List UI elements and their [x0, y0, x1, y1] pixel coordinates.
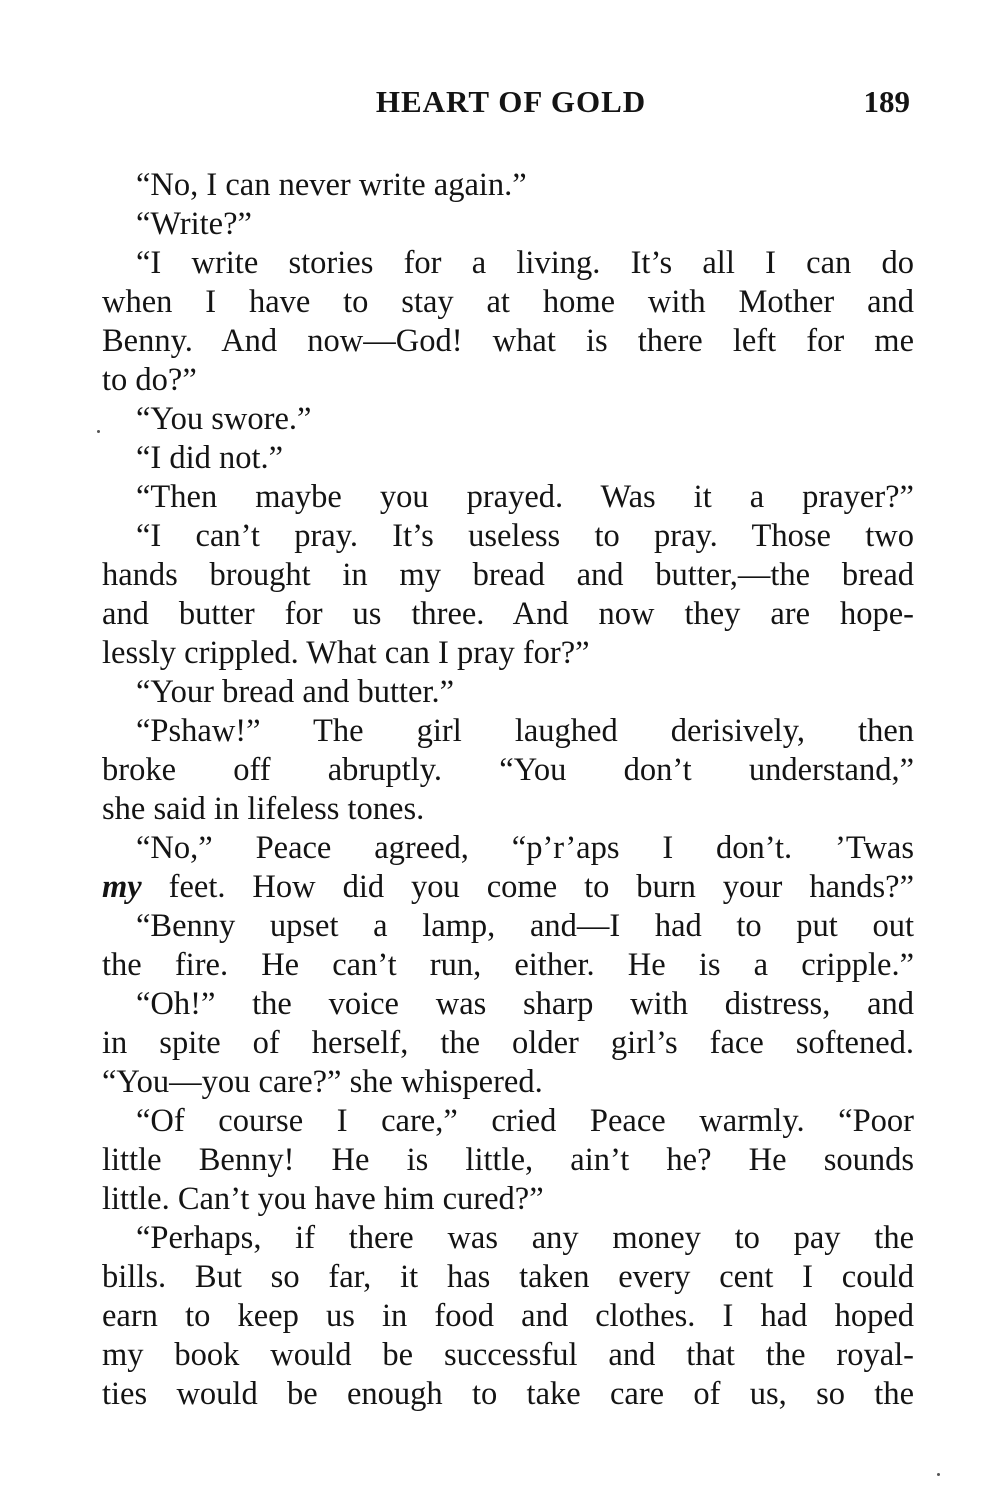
italic-word: my: [102, 869, 142, 905]
text-line: ties would be enough to take care of us, so the: [102, 1376, 914, 1412]
text-line: “You swore.”: [136, 401, 312, 437]
text-line: when I have to stay at home with Mother and: [102, 284, 914, 320]
text-line: “Pshaw!” The girl laughed derisively, then: [136, 713, 914, 749]
text-line: “Perhaps, if there was any money to pay the: [136, 1220, 914, 1256]
text-line: little. Can’t you have him cured?”: [102, 1181, 544, 1217]
text-line: “Write?”: [136, 206, 252, 242]
text-line: earn to keep us in food and clothes. I had hoped: [102, 1298, 914, 1334]
text-line: “I can’t pray. It’s useless to pray. Those two: [136, 518, 914, 554]
text-line: my book would be successful and that the royal-: [102, 1337, 914, 1373]
text-line: and butter for us three. And now they are hope-: [102, 596, 914, 632]
text-line: “I write stories for a living. It’s all I can do: [136, 245, 914, 281]
text-line: to do?”: [102, 362, 197, 398]
text-line: “Your bread and butter.”: [136, 674, 455, 710]
text-line: “Of course I care,” cried Peace warmly. “Poor: [136, 1103, 914, 1139]
text-line: the fire. He can’t run, either. He is a cripple.”: [102, 947, 914, 983]
text-line: little Benny! He is little, ain’t he? He sounds: [102, 1142, 914, 1178]
text-line: broke off abruptly. “You don’t understand,”: [102, 752, 914, 788]
scan-speck: [97, 430, 100, 433]
text-line: “No,” Peace agreed, “p’r’aps I don’t. ’Twas: [136, 830, 914, 866]
text-line: “No, I can never write again.”: [136, 167, 527, 203]
scan-speck: [937, 1473, 940, 1476]
text-line: “Then maybe you prayed. Was it a prayer?”: [136, 479, 914, 515]
text-line: lessly crippled. What can I pray for?”: [102, 635, 590, 671]
text-line: “Benny upset a lamp, and—I had to put out: [136, 908, 914, 944]
text-line: in spite of herself, the older girl’s face softened.: [102, 1025, 914, 1061]
text-line: hands brought in my bread and butter,—the bread: [102, 557, 914, 593]
body-text: [102, 166, 914, 1414]
text-line: “You—you care?” she whispered.: [102, 1064, 543, 1100]
text-line: “I did not.”: [136, 440, 284, 476]
running-title: HEART OF GOLD: [375, 84, 647, 119]
running-header: [100, 84, 914, 132]
text-line: [102, 868, 914, 907]
page-number: 189: [863, 84, 910, 119]
text-line: Benny. And now—God! what is there left for me: [102, 323, 914, 359]
text-line: she said in lifeless tones.: [102, 791, 425, 827]
text-line: bills. But so far, it has taken every cent I could: [102, 1259, 914, 1295]
text-line: “Oh!” the voice was sharp with distress, and: [136, 986, 914, 1022]
text-run: feet. How did you come to burn your hands?”: [141, 869, 914, 905]
